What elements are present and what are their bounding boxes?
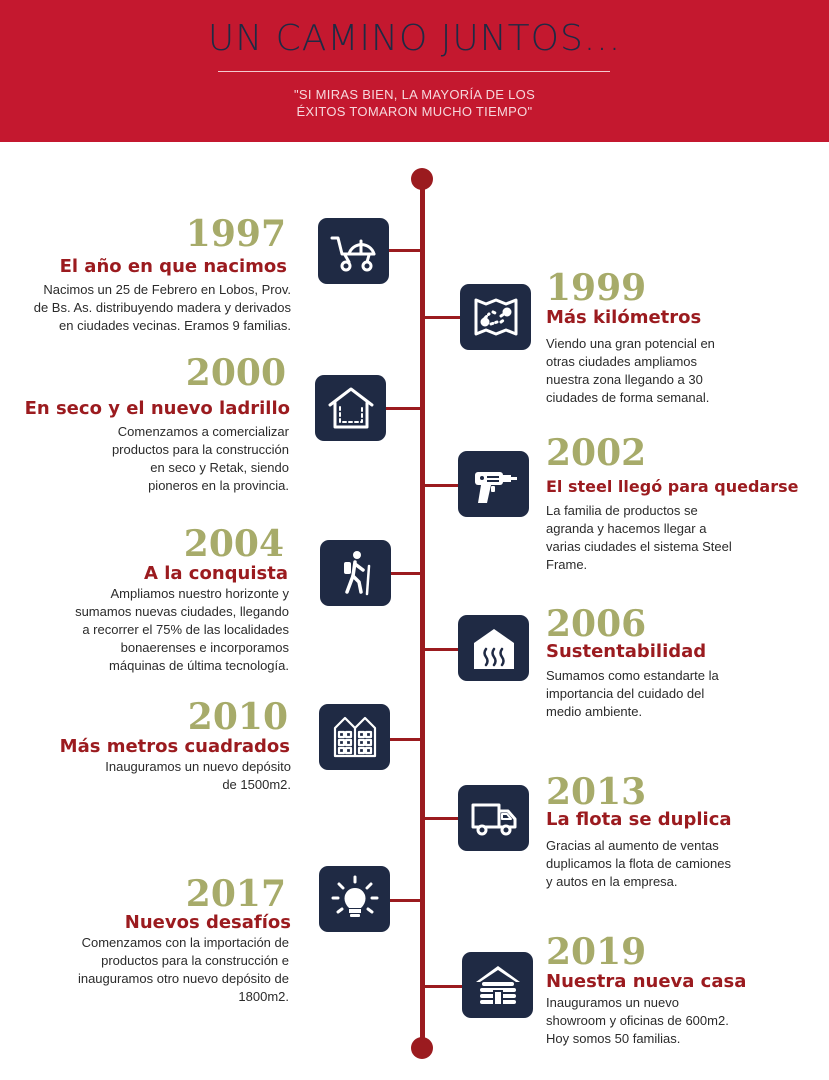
timeline-end-dot bbox=[411, 1037, 433, 1059]
milestone-title: A la conquista bbox=[144, 563, 288, 584]
hiker-icon bbox=[320, 540, 391, 606]
description-line: Gracias al aumento de ventas bbox=[546, 838, 719, 853]
route-map-icon bbox=[460, 284, 531, 350]
milestone-description bbox=[0, 585, 289, 675]
description-line: productos para la construcción bbox=[111, 442, 289, 457]
header-banner bbox=[0, 0, 829, 142]
description-line: productos para la construcción e bbox=[101, 953, 289, 968]
description-line: pioneros en la provincia. bbox=[148, 478, 289, 493]
milestone-description bbox=[546, 837, 806, 891]
milestone-description bbox=[0, 934, 289, 1006]
description-line: Viendo una gran potencial en bbox=[546, 336, 715, 351]
description-line: inauguramos otro nuevo depósito de bbox=[77, 971, 289, 986]
power-drill-icon bbox=[458, 451, 529, 517]
house-frame-icon bbox=[315, 375, 386, 441]
description-line: y autos en la empresa. bbox=[546, 874, 678, 889]
baby-stroller-icon bbox=[318, 218, 389, 284]
truck-icon bbox=[458, 785, 529, 851]
milestone-description bbox=[546, 502, 806, 574]
milestone-year: 2002 bbox=[546, 432, 647, 474]
milestone-year: 2004 bbox=[183, 523, 284, 565]
connector bbox=[423, 316, 461, 319]
description-line: máquinas de última tecnología. bbox=[109, 658, 289, 673]
milestone-year: 2010 bbox=[187, 696, 288, 738]
heated-house-icon bbox=[458, 615, 529, 681]
milestone-title: Nuevos desafíos bbox=[124, 912, 291, 933]
description-line: Inauguramos un nuevo depósito bbox=[105, 759, 291, 774]
description-line: duplicamos la flota de camiones bbox=[546, 856, 731, 871]
quote-line-1: "SI MIRAS BIEN, LA MAYORÍA DE LOS bbox=[293, 87, 536, 102]
connector bbox=[386, 407, 422, 410]
log-cabin-icon bbox=[462, 952, 533, 1018]
milestone-year: 2000 bbox=[185, 352, 286, 394]
description-line: bonaerenses e incorporamos bbox=[120, 640, 289, 655]
description-line: Hoy somos 50 familias. bbox=[546, 1031, 681, 1046]
milestone-year: 1999 bbox=[546, 267, 647, 309]
connector bbox=[389, 572, 422, 575]
milestone-year: 2019 bbox=[546, 931, 647, 973]
milestone-title: En seco y el nuevo ladrillo bbox=[24, 398, 290, 419]
description-line: ciudades de forma semanal. bbox=[546, 390, 710, 405]
description-line: importancia del cuidado del bbox=[546, 686, 705, 701]
quote-line-2: ÉXITOS TOMARON MUCHO TIEMPO" bbox=[296, 104, 533, 119]
description-line: de Bs. As. distribuyendo madera y derivados bbox=[33, 300, 291, 315]
milestone-description bbox=[546, 994, 806, 1048]
description-line: Comenzamos a comercializar bbox=[117, 424, 289, 439]
milestone-title: El año en que nacimos bbox=[59, 256, 287, 277]
lightbulb-icon bbox=[319, 866, 390, 932]
milestone-description bbox=[546, 667, 806, 721]
milestone-title: Más metros cuadrados bbox=[59, 736, 290, 757]
milestone-description bbox=[0, 423, 289, 495]
description-line: Comenzamos con la importación de bbox=[81, 935, 289, 950]
description-line: nuestra zona llegando a 30 bbox=[546, 372, 703, 387]
connector bbox=[423, 817, 461, 820]
description-line: agranda y hacemos llegar a bbox=[546, 521, 707, 536]
description-line: a recorrer el 75% de las localidades bbox=[82, 622, 289, 637]
connector bbox=[390, 899, 422, 902]
milestone-year: 2017 bbox=[185, 873, 286, 915]
connector bbox=[423, 484, 461, 487]
timeline-start-dot bbox=[411, 168, 433, 190]
description-line: 1800m2. bbox=[238, 989, 289, 1004]
milestone-description bbox=[0, 281, 291, 335]
description-line: Inauguramos un nuevo bbox=[546, 995, 679, 1010]
milestone-title: Más kilómetros bbox=[546, 307, 702, 328]
milestone-title: El steel llegó para quedarse bbox=[546, 477, 799, 496]
description-line: Nacimos un 25 de Febrero en Lobos, Prov. bbox=[43, 282, 291, 297]
connector bbox=[423, 985, 463, 988]
description-line: La familia de productos se bbox=[546, 503, 698, 518]
header-quote bbox=[0, 86, 829, 120]
description-line: medio ambiente. bbox=[546, 704, 643, 719]
description-line: de 1500m2. bbox=[222, 777, 291, 792]
description-line: showroom y oficinas de 600m2. bbox=[546, 1013, 729, 1028]
connector bbox=[423, 648, 461, 651]
milestone-description bbox=[546, 335, 806, 407]
description-line: Frame. bbox=[546, 557, 588, 572]
description-line: en seco y Retak, siendo bbox=[150, 460, 289, 475]
page-title: UN CAMINO JUNTOS... bbox=[207, 18, 622, 59]
milestone-title: Nuestra nueva casa bbox=[546, 971, 747, 992]
description-line: sumamos nuevas ciudades, llegando bbox=[75, 604, 289, 619]
description-line: en ciudades vecinas. Eramos 9 familias. bbox=[59, 318, 291, 333]
milestone-year: 1997 bbox=[185, 213, 286, 255]
milestone-year: 2013 bbox=[546, 771, 647, 813]
timeline-spine bbox=[420, 178, 425, 1048]
milestone-description bbox=[0, 758, 291, 794]
description-line: varias ciudades el sistema Steel bbox=[546, 539, 732, 554]
description-line: Sumamos como estandarte la bbox=[546, 668, 719, 683]
description-line: Ampliamos nuestro horizonte y bbox=[110, 586, 289, 601]
title-divider bbox=[218, 71, 610, 72]
connector bbox=[389, 249, 422, 252]
connector bbox=[390, 738, 422, 741]
milestone-title: Sustentabilidad bbox=[546, 641, 707, 662]
milestone-year: 2006 bbox=[546, 603, 647, 645]
milestone-title: La flota se duplica bbox=[546, 809, 732, 830]
description-line: otras ciudades ampliamos bbox=[546, 354, 698, 369]
warehouse-icon bbox=[319, 704, 390, 770]
